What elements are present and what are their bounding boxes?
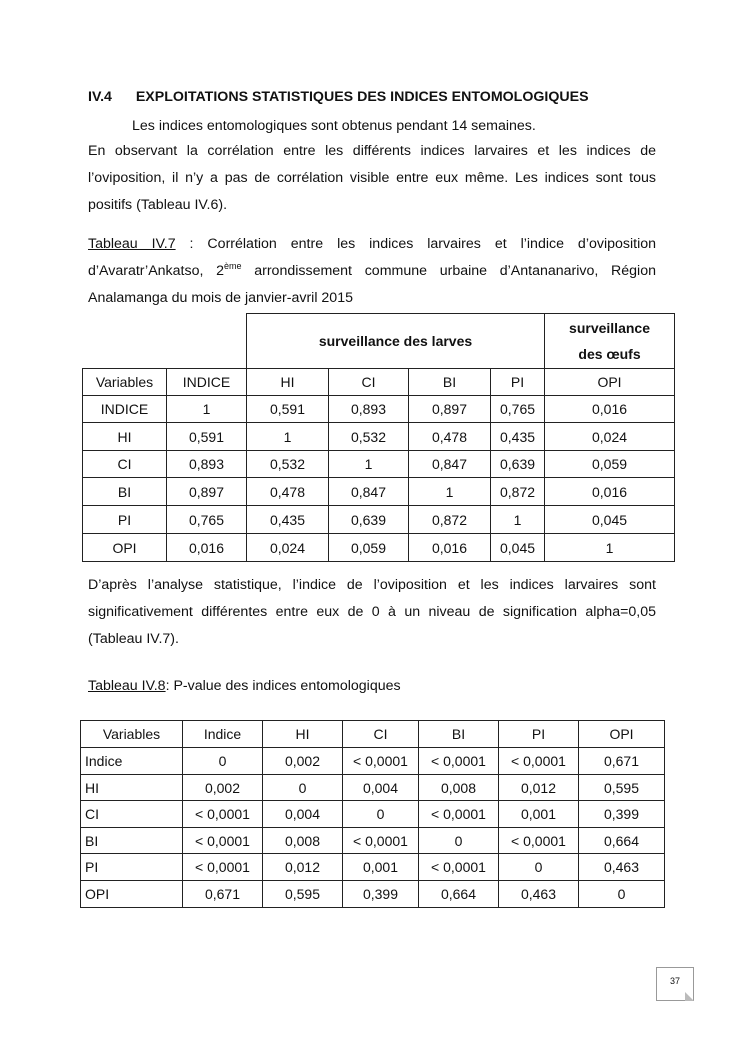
table-cell: 0,897	[409, 396, 491, 423]
intro-para-line3: positifs (Tableau IV.6).	[88, 197, 228, 213]
table-cell: 0,897	[167, 478, 247, 506]
table-cell: 0,002	[183, 775, 263, 801]
table-row	[83, 506, 675, 534]
table7-label: Tableau IV.7	[88, 236, 176, 252]
table-cell: < 0,0001	[499, 748, 579, 775]
table7-col-header: CI	[329, 369, 409, 396]
table-cell: 0,024	[247, 534, 329, 562]
table-row	[81, 801, 665, 828]
group-header-oeufs-line2: des œufs	[578, 346, 641, 362]
table-cell: 0,016	[545, 478, 675, 506]
table-cell: 1	[409, 478, 491, 506]
table7-caption-line2	[88, 258, 656, 285]
table-cell: 0,765	[167, 506, 247, 534]
table-cell: 0,664	[419, 881, 499, 908]
table8-col-header: BI	[419, 721, 499, 748]
table-cell: 0,478	[409, 423, 491, 451]
table7-caption-text1: : Corrélation entre les indices larvaires et l’indice d’oviposition	[175, 236, 657, 252]
table-cell: 0,478	[247, 478, 329, 506]
table-cell: 0,847	[329, 478, 409, 506]
table-cell: < 0,0001	[183, 828, 263, 854]
table-cell: < 0,0001	[419, 801, 499, 828]
table-cell: CI	[81, 801, 183, 828]
table-cell: 0,059	[329, 534, 409, 562]
table-cell: CI	[83, 451, 167, 478]
table-cell: 0	[183, 748, 263, 775]
table-cell: 0,639	[491, 451, 545, 478]
table-cell: 0,671	[579, 748, 665, 775]
table7-empty-corner	[83, 314, 247, 369]
table7-col-header: PI	[491, 369, 545, 396]
table-cell: 0,008	[263, 828, 343, 854]
table-cell: 0,872	[491, 478, 545, 506]
table-cell: PI	[81, 854, 183, 881]
table-cell: 0,532	[247, 451, 329, 478]
table-cell: 0,008	[419, 775, 499, 801]
group-header-oeufs-line1: surveillance	[569, 320, 650, 336]
analysis-line2: significativement différentes entre eux de 0 à un niveau de signification alpha=0,05	[88, 604, 656, 620]
table-cell: 0,532	[329, 423, 409, 451]
table-cell: 0,004	[343, 775, 419, 801]
table7-group-row	[83, 314, 675, 369]
table-cell: 0,016	[167, 534, 247, 562]
table-cell: 0,399	[579, 801, 665, 828]
table8-header-row	[81, 721, 665, 748]
table8-caption-text: : P-value des indices entomologiques	[165, 678, 401, 694]
table7-caption	[88, 231, 656, 312]
table7-col-header: Variables	[83, 369, 167, 396]
table-cell: < 0,0001	[343, 748, 419, 775]
table-cell: 0,591	[247, 396, 329, 423]
table-cell: 0,024	[545, 423, 675, 451]
table-cell: 0,045	[491, 534, 545, 562]
table7-caption-line1	[88, 231, 656, 258]
analysis-paragraph	[88, 572, 656, 653]
table-cell: 1	[247, 423, 329, 451]
table-cell: 0,399	[343, 881, 419, 908]
table8-col-header: Indice	[183, 721, 263, 748]
table-cell: 1	[545, 534, 675, 562]
table7-col-header: INDICE	[167, 369, 247, 396]
table-cell: 0,463	[579, 854, 665, 881]
table7-caption-text2a: d’Avaratr’Ankatso, 2	[88, 263, 224, 279]
table8-col-header: PI	[499, 721, 579, 748]
table-cell: OPI	[81, 881, 183, 908]
table-cell: 0,595	[263, 881, 343, 908]
table7-caption-line3: Analamanga du mois de janvier-avril 2015	[88, 290, 353, 306]
intro-paragraph	[88, 138, 656, 219]
table-row	[81, 854, 665, 881]
table-row	[81, 775, 665, 801]
table-cell: 0,591	[167, 423, 247, 451]
table-row	[83, 423, 675, 451]
table-cell: HI	[83, 423, 167, 451]
table-cell: 0,002	[263, 748, 343, 775]
table-cell: 1	[491, 506, 545, 534]
table-row	[83, 451, 675, 478]
table-row	[81, 881, 665, 908]
table-cell: 0	[499, 854, 579, 881]
table-cell: 0,893	[329, 396, 409, 423]
table8-col-header: CI	[343, 721, 419, 748]
table-row	[83, 396, 675, 423]
table-cell: 0,016	[545, 396, 675, 423]
table-cell: < 0,0001	[419, 748, 499, 775]
table8-caption	[88, 673, 656, 700]
table-cell: 0,001	[499, 801, 579, 828]
table8-col-header: Variables	[81, 721, 183, 748]
intro-para-line2: l’oviposition, il n’y a pas de corrélation visible entre eux même. Les indices sont tous	[88, 170, 656, 186]
table-cell: 0,012	[263, 854, 343, 881]
table-cell: < 0,0001	[183, 801, 263, 828]
table-cell: 0,639	[329, 506, 409, 534]
table-cell: 1	[167, 396, 247, 423]
table-cell: 0,595	[579, 775, 665, 801]
table-cell: Indice	[81, 748, 183, 775]
table-cell: < 0,0001	[499, 828, 579, 854]
table-row	[83, 534, 675, 562]
pvalue-table	[80, 720, 665, 908]
table-cell: 0,059	[545, 451, 675, 478]
table8-col-header: OPI	[579, 721, 665, 748]
table-cell: 0	[343, 801, 419, 828]
table7-caption-text2b: arrondissement commune urbaine d’Antananarivo, Région	[241, 263, 656, 279]
analysis-line1: D’après l’analyse statistique, l’indice de l’oviposition et les indices larvaires sont	[88, 577, 656, 593]
table-cell: BI	[83, 478, 167, 506]
table8-col-header: HI	[263, 721, 343, 748]
table-cell: 0,045	[545, 506, 675, 534]
table-cell: HI	[81, 775, 183, 801]
table-cell: 0	[263, 775, 343, 801]
section-heading	[88, 89, 688, 105]
table-cell: 0,765	[491, 396, 545, 423]
table-cell: < 0,0001	[343, 828, 419, 854]
intro-line: Les indices entomologiques sont obtenus pendant 14 semaines.	[132, 118, 536, 134]
analysis-line3: (Tableau IV.7).	[88, 631, 179, 647]
section-title: EXPLOITATIONS STATISTIQUES DES INDICES ENTOMOLOGIQUES	[135, 89, 589, 105]
table-cell: INDICE	[83, 396, 167, 423]
table-cell: 0	[419, 828, 499, 854]
table-cell: 0,435	[491, 423, 545, 451]
table-cell: 0,671	[183, 881, 263, 908]
table-row	[81, 828, 665, 854]
page-number	[656, 967, 694, 1001]
table-cell: 0,012	[499, 775, 579, 801]
table-row	[81, 748, 665, 775]
section-number: IV.4	[88, 89, 112, 105]
table7-col-header: OPI	[545, 369, 675, 396]
table-cell: 0,001	[343, 854, 419, 881]
table-cell: 0,893	[167, 451, 247, 478]
group-header-oeufs	[545, 314, 675, 369]
table-row	[83, 478, 675, 506]
table-cell: OPI	[83, 534, 167, 562]
table8-label: Tableau IV.8	[88, 678, 166, 694]
table-cell: 0,847	[409, 451, 491, 478]
correlation-table	[82, 313, 675, 562]
table-cell: 0,435	[247, 506, 329, 534]
table-cell: 0,004	[263, 801, 343, 828]
table-cell: < 0,0001	[419, 854, 499, 881]
table-cell: 0,664	[579, 828, 665, 854]
table7-caption-sup: ème	[224, 261, 242, 271]
table-cell: 0,872	[409, 506, 491, 534]
table7-header-row	[83, 369, 675, 396]
table-cell: BI	[81, 828, 183, 854]
table-cell: 1	[329, 451, 409, 478]
group-header-larves: surveillance des larves	[247, 314, 545, 369]
table-cell: 0,463	[499, 881, 579, 908]
table7-col-header: HI	[247, 369, 329, 396]
table-cell: 0	[579, 881, 665, 908]
page-number-text: 37	[669, 976, 680, 986]
table-cell: < 0,0001	[183, 854, 263, 881]
table-cell: PI	[83, 506, 167, 534]
table7-col-header: BI	[409, 369, 491, 396]
intro-para-line1: En observant la corrélation entre les différents indices larvaires et les indices de	[88, 143, 656, 159]
table-cell: 0,016	[409, 534, 491, 562]
